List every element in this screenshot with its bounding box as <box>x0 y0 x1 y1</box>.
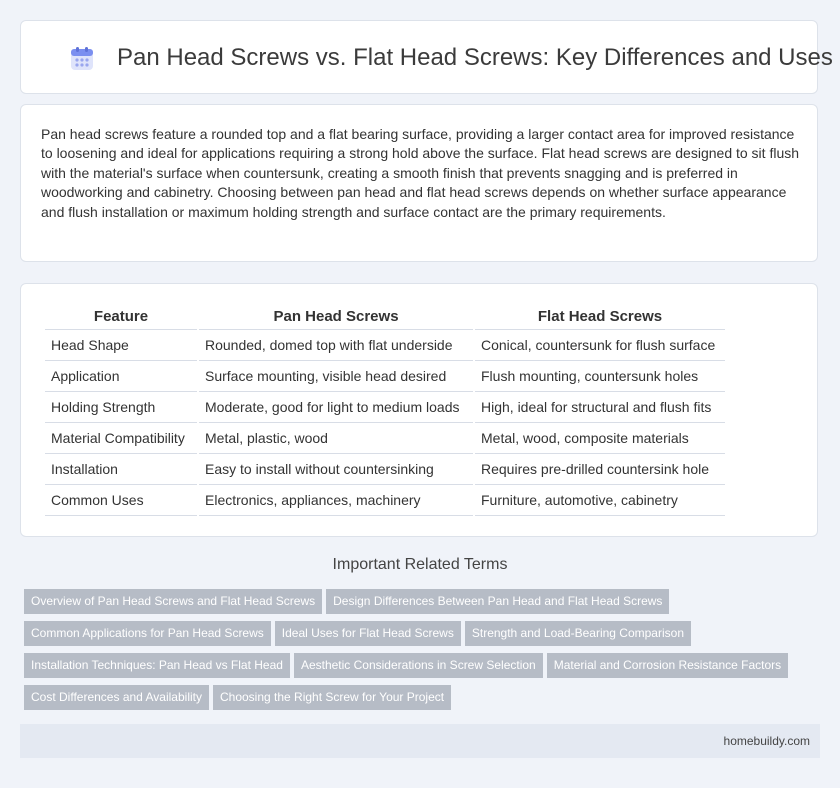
table-cell: Holding Strength <box>45 392 197 423</box>
related-terms-heading: Important Related Terms <box>332 556 508 573</box>
table-row <box>45 330 725 361</box>
table-header-row <box>45 304 725 330</box>
column-header: Feature <box>45 304 197 330</box>
table-cell: High, ideal for structural and flush fits <box>475 392 725 423</box>
footer-site-link[interactable]: homebuildy.com <box>723 734 810 748</box>
column-header: Pan Head Screws <box>199 304 473 330</box>
calendar-icon <box>69 46 95 72</box>
table-cell: Moderate, good for light to medium loads <box>199 392 473 423</box>
related-term-link[interactable]: Installation Techniques: Pan Head vs Flat Head <box>24 653 290 678</box>
related-term-link[interactable]: Ideal Uses for Flat Head Screws <box>275 621 461 646</box>
table-cell: Metal, plastic, wood <box>199 423 473 454</box>
table-cell: Conical, countersunk for flush surface <box>475 330 725 361</box>
table-cell: Easy to install without countersinking <box>199 454 473 485</box>
table-row <box>45 454 725 485</box>
table-cell: Head Shape <box>45 330 197 361</box>
table-cell: Furniture, automotive, cabinetry <box>475 485 725 516</box>
table-row <box>45 361 725 392</box>
table-cell: Requires pre-drilled countersink hole <box>475 454 725 485</box>
related-term-link[interactable]: Overview of Pan Head Screws and Flat Head Screws <box>24 589 322 614</box>
table-cell: Flush mounting, countersunk holes <box>475 361 725 392</box>
comparison-table <box>43 304 727 516</box>
page-title: Pan Head Screws vs. Flat Head Screws: Key Differences and Uses <box>117 44 833 71</box>
intro-paragraph: Pan head screws feature a rounded top and a flat bearing surface, providing a larger contact area for improved resistance to loosening and ideal for applications requiring a strong hold above the surface. Flat head screws are designed to sit flush with the material's surface when countersunk, creating a smooth finish that prevents snagging and is preferred in woodworking and cabinetry. Choosing between pan head and flat head screws depends on whether surface appearance and flush installation or maximum holding strength and surface contact are the primary requirements. <box>41 126 800 220</box>
table-row <box>45 485 725 516</box>
table-cell: Surface mounting, visible head desired <box>199 361 473 392</box>
related-term-link[interactable]: Choosing the Right Screw for Your Project <box>213 685 451 710</box>
related-term-link[interactable]: Design Differences Between Pan Head and Flat Head Screws <box>326 589 669 614</box>
related-term-link[interactable]: Strength and Load-Bearing Comparison <box>465 621 691 646</box>
table-row <box>45 423 725 454</box>
comparison-table-card <box>20 283 818 537</box>
related-term-link[interactable]: Cost Differences and Availability <box>24 685 209 710</box>
footer <box>20 724 820 758</box>
related-term-link[interactable]: Aesthetic Considerations in Screw Selection <box>294 653 543 678</box>
table-cell: Electronics, appliances, machinery <box>199 485 473 516</box>
related-term-link[interactable]: Common Applications for Pan Head Screws <box>24 621 271 646</box>
table-cell: Rounded, domed top with flat underside <box>199 330 473 361</box>
related-term-link[interactable]: Material and Corrosion Resistance Factors <box>547 653 788 678</box>
column-header: Flat Head Screws <box>475 304 725 330</box>
header-card <box>20 20 833 94</box>
table-cell: Material Compatibility <box>45 423 197 454</box>
table-row <box>45 392 725 423</box>
table-cell: Installation <box>45 454 197 485</box>
intro-card <box>20 104 818 262</box>
table-cell: Common Uses <box>45 485 197 516</box>
related-terms-list <box>24 589 804 717</box>
table-cell: Application <box>45 361 197 392</box>
table-cell: Metal, wood, composite materials <box>475 423 725 454</box>
